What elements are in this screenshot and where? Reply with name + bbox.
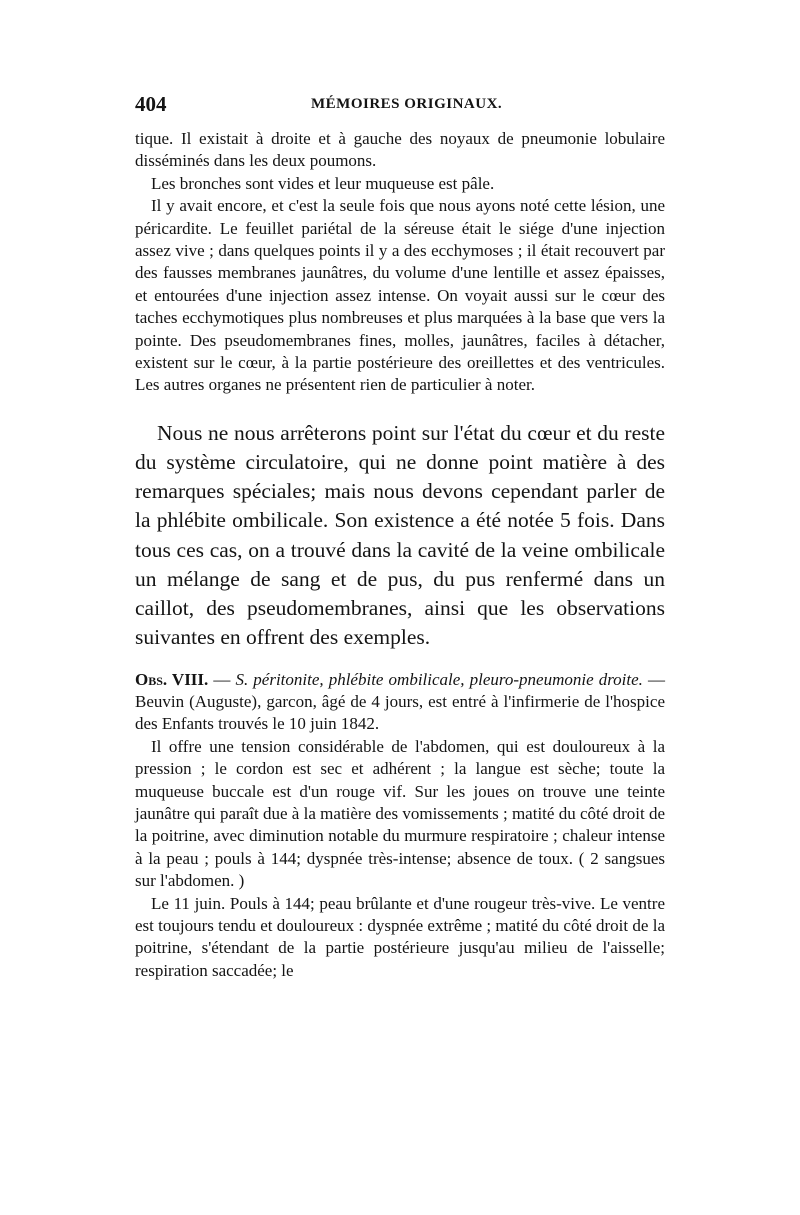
observation-dash: — xyxy=(208,669,236,689)
book-page xyxy=(135,92,665,982)
paragraph-bronches: Les bronches sont vides et leur muqueuse est pâle. xyxy=(151,173,495,193)
observation-label: Obs. VIII. xyxy=(135,669,209,689)
paragraph-continuation: tique. Il existait à droite et à gauche des noyaux de pneumonie lobulaire disséminés dans les deux poumons. xyxy=(135,129,665,171)
observation-title: S. péritonite, phlébite ombilicale, pleuro-pneumonie droite. xyxy=(235,669,643,689)
observation-heading xyxy=(135,669,665,736)
case-notes-block xyxy=(135,128,665,397)
page-header xyxy=(135,92,665,128)
running-title: MÉMOIRES ORIGINAUX. xyxy=(311,96,503,112)
main-paragraph: Nous ne nous arrêterons point sur l'état du cœur et du reste du système circulatoire, qui ne donne point matière à des remarques spéciales; mais nous devons cependant parler de la phlébite ombilicale. Son existence a été notée 5 fois. Dans tous ces cas, on a trouvé dans la cavité de la veine ombilicale un mélange de sang et de pus, du pus renfermé dans un caillot, des pseudomembranes, ainsi que les observations suivantes en offrent des exemples. xyxy=(135,420,665,650)
paragraph-pericardite: Il y avait encore, et c'est la seule fois que nous ayons noté cette lésion, une péricardite. Le feuillet pariétal de la séreuse était le siége d'une injection assez vive ; dans quelques points il y a des ecchymoses ; il était recouvert par des fausses membranes jaunâtres, du volume d'une lentille et assez épaisses, et entourées d'une injection assez intense. On voyait aussi sur le cœur des taches ecchymotiques plus nombreuses et plus marquées à la base que vers la pointe. Des pseudomembranes fines, molles, jaunâtres, faciles à détacher, existent sur le cœur, à la partie postérieure des oreillettes et des ventricules. Les autres organes ne présentent rien de particulier à noter. xyxy=(135,196,665,395)
observation-intro: — Beuvin (Auguste), garcon, âgé de 4 jours, est entré à l'infirmerie de l'hospice des Enfants trouvés le 10 juin 1842. xyxy=(135,669,666,734)
observation-block xyxy=(135,669,665,983)
observation-paragraph-3: Le 11 juin. Pouls à 144; peau brûlante et d'une rougeur très-vive. Le ventre est toujours tendu et douloureux : dyspnée extrême ; matité du côté droit de la poitrine, s'étendant de la partie postérieure jusqu'au milieu de l'aisselle; respiration saccadée; le xyxy=(135,893,665,980)
page-number: 404 xyxy=(135,92,167,116)
observation-paragraph-2: Il offre une tension considérable de l'abdomen, qui est douloureux à la pression ; le cordon est sec et adhérent ; la langue est sèche; toute la muqueuse buccale est d'un rouge vif. Sur les joues on trouve une teinte jaunâtre qui paraît due à la matière des vomissements ; matité du côté droit de la poitrine, avec diminution notable du murmure respiratoire ; chaleur intense à la peau ; pouls à 144; dyspnée très-intense; absence de toux. ( 2 sangsues sur l'abdomen. ) xyxy=(135,736,665,891)
